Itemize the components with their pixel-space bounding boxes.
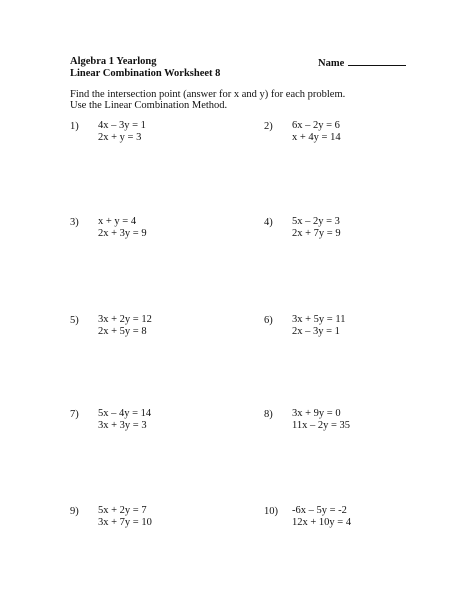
problem-number: 6) xyxy=(264,315,273,326)
equation-2: 2x + 7y = 9 xyxy=(292,228,341,239)
instruction-line-1: Find the intersection point (answer for x and y) for each problem. xyxy=(70,89,346,100)
name-field xyxy=(318,56,406,69)
problem-number: 2) xyxy=(264,121,273,132)
problem-number: 7) xyxy=(70,409,79,420)
equation-2: 2x + 5y = 8 xyxy=(98,326,147,337)
name-label: Name xyxy=(318,58,345,69)
instruction-line-2: Use the Linear Combination Method. xyxy=(70,100,228,111)
problem-number: 10) xyxy=(264,506,278,517)
equation-2: 2x – 3y = 1 xyxy=(292,326,340,337)
equation-2: 12x + 10y = 4 xyxy=(292,517,352,528)
problem-number: 4) xyxy=(264,217,273,228)
equation-2: 11x – 2y = 35 xyxy=(292,420,351,431)
equation-1: 3x + 2y = 12 xyxy=(98,314,152,325)
course-title: Algebra 1 Yearlong xyxy=(70,56,157,67)
equation-1: 3x + 5y = 11 xyxy=(292,314,346,325)
problem-number: 3) xyxy=(70,217,79,228)
problem-number: 8) xyxy=(264,409,273,420)
equation-1: -6x – 5y = -2 xyxy=(292,505,347,516)
equation-1: 6x – 2y = 6 xyxy=(292,120,340,131)
equation-1: 5x – 4y = 14 xyxy=(98,408,152,419)
equation-1: 3x + 9y = 0 xyxy=(292,408,341,419)
equation-1: 5x – 2y = 3 xyxy=(292,216,340,227)
equation-2: 3x + 7y = 10 xyxy=(98,517,152,528)
equation-2: 2x + y = 3 xyxy=(98,132,142,143)
equation-2: 2x + 3y = 9 xyxy=(98,228,147,239)
problem-number: 5) xyxy=(70,315,79,326)
equation-2: x + 4y = 14 xyxy=(292,132,341,143)
equation-1: 5x + 2y = 7 xyxy=(98,505,147,516)
name-blank-line xyxy=(348,56,406,66)
equation-1: x + y = 4 xyxy=(98,216,137,227)
equation-1: 4x – 3y = 1 xyxy=(98,120,146,131)
problem-number: 9) xyxy=(70,506,79,517)
problem-number: 1) xyxy=(70,121,79,132)
equation-2: 3x + 3y = 3 xyxy=(98,420,147,431)
worksheet-title: Linear Combination Worksheet 8 xyxy=(70,68,221,79)
